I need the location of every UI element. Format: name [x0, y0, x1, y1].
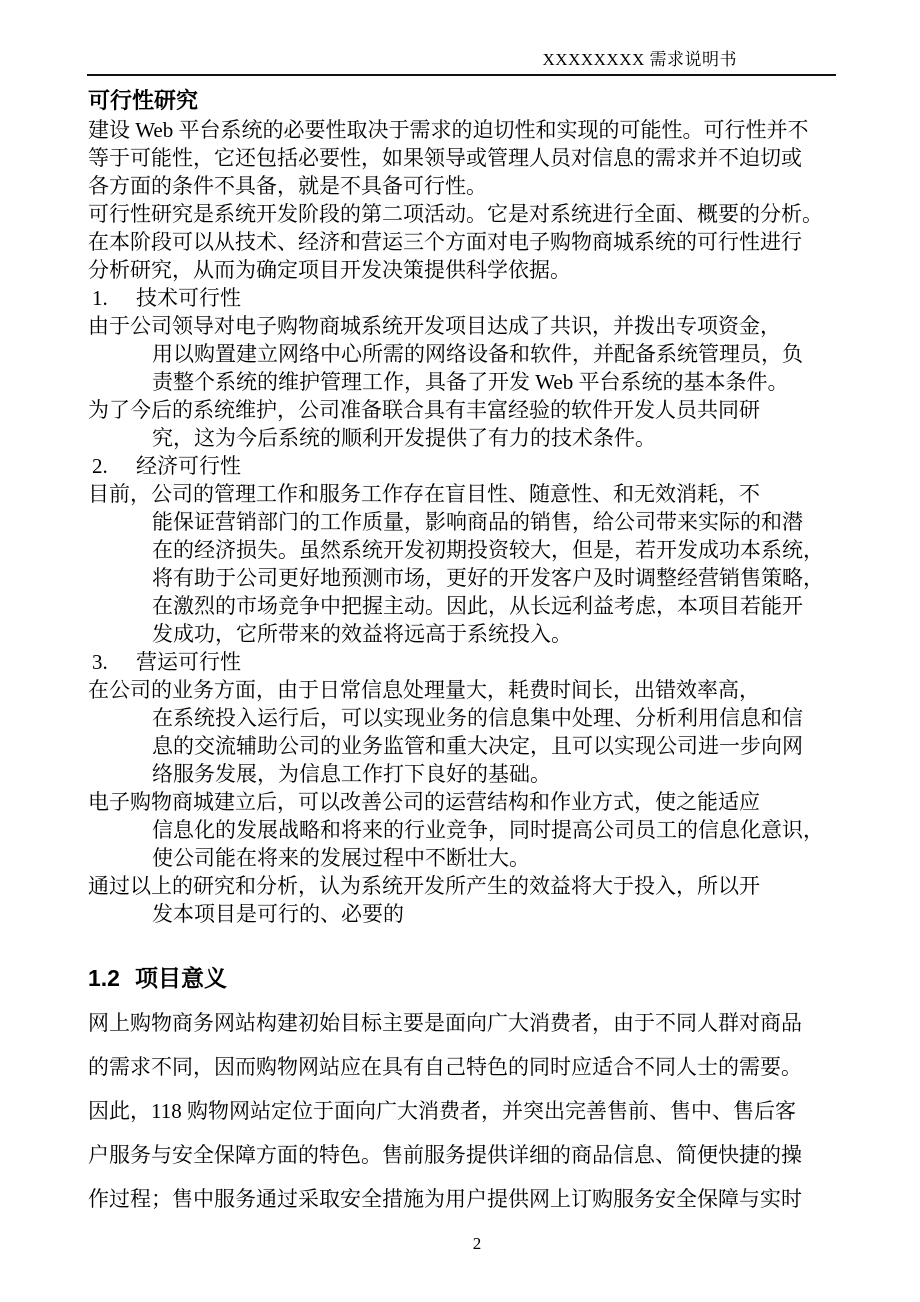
text-line: [88, 536, 836, 564]
line-text: 将有助于公司更好地预测市场，更好的开发客户及时调整经营销售策略，: [152, 566, 824, 590]
line-text: 责整个系统的维护管理工作，具备了开发 Web 平台系统的基本条件。: [152, 370, 789, 394]
text-line: [88, 368, 836, 396]
text-line: [88, 1045, 836, 1089]
line-text: 作过程；售中服务通过采取安全措施为用户提供网上订购服务安全保障与实时: [88, 1187, 802, 1211]
page-header: [87, 0, 836, 76]
text-line: [88, 256, 836, 284]
line-text: 技术可行性: [136, 286, 241, 310]
line-text: 络服务发展，为信息工作打下良好的基础。: [152, 762, 551, 786]
line-text: 营运可行性: [136, 650, 241, 674]
line-text: 使公司能在将来的发展过程中不断壮大。: [152, 846, 530, 870]
page-number: 2: [472, 1234, 482, 1253]
line-text: 分析研究，从而为确定项目开发决策提供科学依据。: [88, 258, 571, 282]
text-line: [88, 872, 836, 900]
header-doc-title: XXXXXXXX 需求说明书: [542, 50, 737, 69]
feasibility-section-text: [88, 116, 836, 928]
text-line: [88, 648, 836, 676]
list-number: 1.: [92, 286, 108, 310]
text-line: [88, 900, 836, 928]
text-line: [88, 144, 836, 172]
line-text: 为了今后的系统维护，公司准备联合具有丰富经验的软件开发人员共同研: [88, 398, 760, 422]
text-line: [88, 704, 836, 732]
line-text: 息的交流辅助公司的业务监管和重大决定，且可以实现公司进一步向网: [152, 734, 803, 758]
line-text: 通过以上的研究和分析，认为系统开发所产生的效益将大于投入，所以开: [88, 874, 760, 898]
text-line: [88, 452, 836, 480]
text-line: [88, 1001, 836, 1045]
line-text: 的需求不同，因而购物网站应在具有自己特色的同时应适合不同人士的需要。: [88, 1055, 802, 1079]
line-text: 在系统投入运行后，可以实现业务的信息集中处理、分析利用信息和信: [152, 706, 803, 730]
text-line: [88, 424, 836, 452]
text-line: [88, 620, 836, 648]
line-text: 在公司的业务方面，由于日常信息处理量大，耗费时间长，出错效率高，: [88, 678, 760, 702]
text-line: [88, 340, 836, 368]
text-line: [88, 844, 836, 872]
text-line: [88, 396, 836, 424]
text-line: [88, 116, 836, 144]
project-meaning-section-text: [88, 1001, 836, 1221]
list-number: 2.: [92, 454, 108, 478]
text-line: [88, 788, 836, 816]
heading-section-number: 1.2: [88, 965, 120, 991]
text-line: [88, 228, 836, 256]
line-text: 究，这为今后系统的顺利开发提供了有力的技术条件。: [152, 426, 656, 450]
text-line: [88, 1177, 836, 1221]
line-text: 电子购物商城建立后，可以改善公司的运营结构和作业方式，使之能适应: [88, 790, 760, 814]
line-text: 经济可行性: [136, 454, 241, 478]
line-text: 各方面的条件不具备，就是不具备可行性。: [88, 174, 487, 198]
line-text: 网上购物商务网站构建初始目标主要是面向广大消费者，由于不同人群对商品: [88, 1011, 802, 1035]
line-text: 建设 Web 平台系统的必要性取决于需求的迫切性和实现的可能性。可行性并不: [88, 118, 809, 142]
line-text: 等于可能性，它还包括必要性，如果领导或管理人员对信息的需求并不迫切或: [88, 146, 802, 170]
text-line: [88, 676, 836, 704]
list-number: 3.: [92, 650, 108, 674]
line-text: 户服务与安全保障方面的特色。售前服务提供详细的商品信息、简便快捷的操: [88, 1143, 802, 1167]
line-text: 在激烈的市场竞争中把握主动。因此，从长远利益考虑，本项目若能开: [152, 594, 803, 618]
text-line: [88, 564, 836, 592]
line-text: 可行性研究是系统开发阶段的第二项活动。它是对系统进行全面、概要的分析。: [88, 202, 823, 226]
line-text: 能保证营销部门的工作质量，影响商品的销售，给公司带来实际的和潜: [152, 510, 803, 534]
text-line: [88, 200, 836, 228]
document-body: [88, 88, 836, 1221]
heading-feasibility-study: 可行性研究: [88, 88, 199, 113]
text-line: [88, 172, 836, 200]
text-line: [88, 284, 836, 312]
line-text: 在本阶段可以从技术、经济和营运三个方面对电子购物商城系统的可行性进行: [88, 230, 802, 254]
line-text: 信息化的发展战略和将来的行业竞争，同时提高公司员工的信息化意识，: [152, 818, 824, 842]
text-line: [88, 760, 836, 788]
line-text: 目前，公司的管理工作和服务工作存在盲目性、随意性、和无效消耗，不: [88, 482, 760, 506]
text-line: [88, 816, 836, 844]
text-line: [88, 480, 836, 508]
text-line: [88, 732, 836, 760]
line-text: 用以购置建立网络中心所需的网络设备和软件，并配备系统管理员，负: [152, 342, 803, 366]
line-text: 在的经济损失。虽然系统开发初期投资较大，但是，若开发成功本系统，: [152, 538, 824, 562]
text-line: [88, 1089, 836, 1133]
line-text: 发本项目是可行的、必要的: [152, 902, 404, 926]
line-text: 由于公司领导对电子购物商城系统开发项目达成了共识，并拨出专项资金，: [88, 314, 781, 338]
line-text: 因此，118 购物网站定位于面向广大消费者，并突出完善售前、售中、售后客: [88, 1099, 796, 1123]
page-footer: [0, 1234, 920, 1254]
text-line: [88, 508, 836, 536]
text-line: [88, 312, 836, 340]
heading-section-title: 项目意义: [134, 965, 227, 991]
text-line: [88, 592, 836, 620]
line-text: 发成功，它所带来的效益将远高于系统投入。: [152, 622, 572, 646]
text-line: [88, 1133, 836, 1177]
heading-project-meaning: [88, 964, 836, 992]
